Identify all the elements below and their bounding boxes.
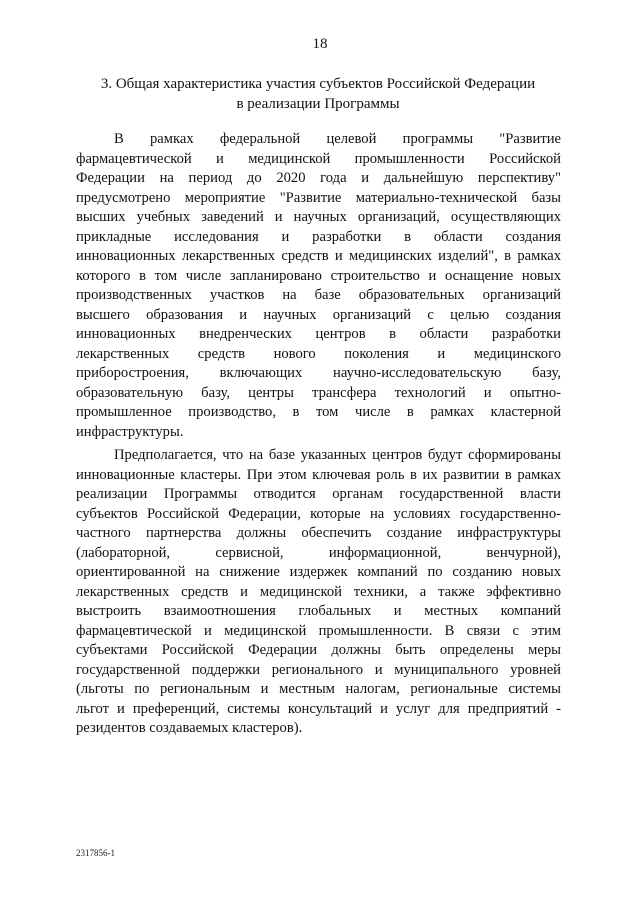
text-line: субъектов Российской Федерации, которые на условиях государственно- xyxy=(76,505,561,522)
text-line: образовательную базу, центры трансфера технологий и опытно- xyxy=(76,384,561,401)
text-line: субъектами Российской Федерации должны быть определены меры xyxy=(76,642,561,658)
paragraph-2 xyxy=(76,446,561,739)
paragraph-1 xyxy=(76,130,561,442)
text-line: инновационных внедренческих центров в области разработки xyxy=(76,326,561,342)
text-line: фармацевтической и медицинской промышленности Российской xyxy=(76,150,561,167)
text-line: реализации Программы отводится органам государственной власти xyxy=(76,486,561,502)
text-line: В рамках федеральной целевой программы "Развитие xyxy=(114,131,561,147)
page-number: 18 xyxy=(312,36,328,52)
section-title-line: 3. Общая характеристика участия субъектов Российской Федерации xyxy=(100,76,536,92)
text-line: лекарственных средств и медицинской техники, а также эффективно xyxy=(76,583,561,600)
text-line: выстроить взаимоотношения глобальных и местных компаний xyxy=(76,603,561,619)
text-line: инновационные кластеры. При этом ключевая роль в их развитии в рамках xyxy=(76,466,561,483)
text-line: (льготы по региональным и местным налогам, региональные системы xyxy=(76,681,561,697)
text-line: (лабораторной, сервисной, информационной, венчурной), xyxy=(76,544,561,561)
text-line: высшего образования и научных организаций с целью создания xyxy=(76,306,561,323)
text-line: частного партнерства должны обеспечить создание инфраструктуры xyxy=(76,525,561,541)
text-line: приборостроения, включающих научно-исследовательскую базу, xyxy=(76,365,561,381)
text-line: прикладные исследования и разработки в области создания xyxy=(76,228,561,245)
text-line: которого в том числе запланировано строительство и оснащение новых xyxy=(76,267,561,284)
text-line: Федерации на период до 2020 года и дальнейшую перспективу" xyxy=(76,170,561,186)
text-line: Предполагается, что на базе указанных центров будут сформированы xyxy=(114,447,561,463)
section-title-line: в реализации Программы xyxy=(236,95,400,112)
text-line: предусмотрено мероприятие "Развитие материально-технической базы xyxy=(76,189,561,206)
text-line: ориентированной на снижение издержек компаний по созданию новых xyxy=(76,564,561,580)
text-line: лекарственных средств нового поколения и медицинского xyxy=(76,345,561,362)
text-line: промышленное производство, в том числе в рамках кластерной xyxy=(76,404,561,420)
text-line: производственных участков на базе образовательных организаций xyxy=(76,287,561,303)
text-line: льгот и преференций, системы консультаций и услуг для предприятий - xyxy=(76,700,561,717)
document-code: 2317856-1 xyxy=(76,848,115,858)
text-line: инфраструктуры. xyxy=(76,423,184,440)
text-line: резидентов создаваемых кластеров). xyxy=(76,720,303,736)
section-title xyxy=(80,75,556,114)
text-line: высших учебных заведений и научных организаций, осуществляющих xyxy=(76,209,561,225)
text-line: фармацевтической и медицинской промышленности. В связи с этим xyxy=(76,622,561,639)
text-line: инновационных лекарственных средств и медицинских изделий", в рамках xyxy=(76,248,561,264)
text-line: государственной поддержки регионального и муниципального уровней xyxy=(76,661,561,678)
